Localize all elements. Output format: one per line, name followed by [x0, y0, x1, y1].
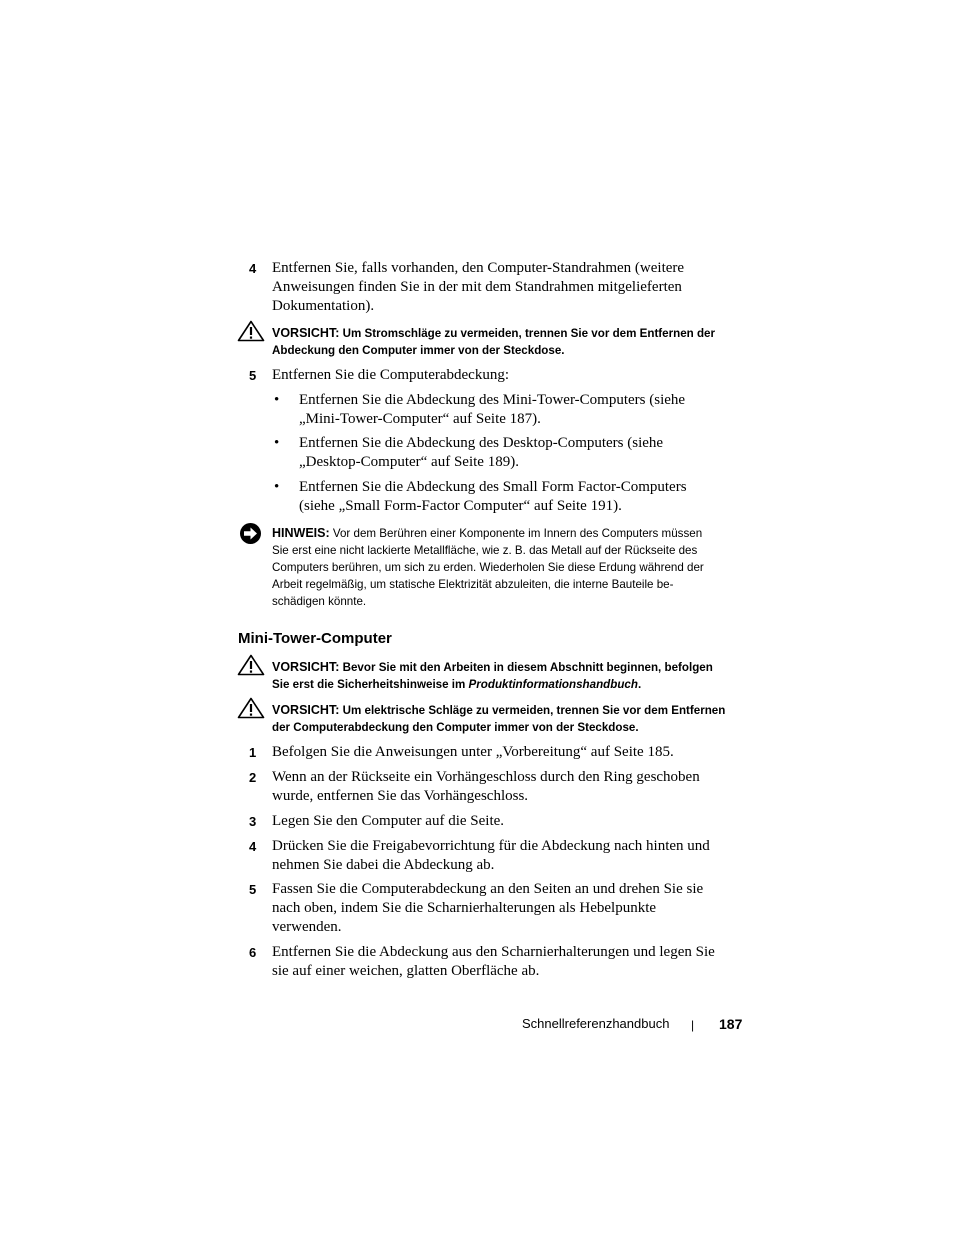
notice-text: Computers berühren, um sich zu erden. Wiederholen Sie diese Erdung während der [272, 561, 704, 574]
caution-text: . [637, 678, 642, 691]
step-number: 4 [249, 261, 257, 276]
caution-text: der Computerabdeckung den Computer immer von der Steckdose. [272, 721, 639, 734]
step-text-line: Wenn an der Rückseite ein Vorhängeschloss durch den Ring geschoben [272, 769, 700, 785]
caution-block [272, 702, 725, 736]
step-text-line: Fassen Sie die Computerabdeckung an den Seiten an und drehen Sie sie [272, 881, 704, 897]
step-text-line: Entfernen Sie, falls vorhanden, den Computer-Standrahmen (weitere [272, 260, 685, 276]
step-text: Entfernen Sie die Computerabdeckung: [272, 367, 510, 383]
notice-arrow-icon [239, 522, 262, 545]
step-text [272, 259, 684, 316]
bullet-icon: • [274, 392, 280, 408]
notice-text: Sie erst eine nicht lackierte Metallfläche, wie z. B. das Metall auf der Rückseite des [272, 544, 698, 557]
caution-text: Um Stromschläge zu vermeiden, trennen Sie vor dem Entfernen der [342, 327, 715, 340]
step-text [272, 812, 504, 831]
step-text-line: Drücken Sie die Freigabevorrichtung für die Abdeckung nach hinten und [272, 838, 710, 854]
caution-text-emphasis: Produktinformationshandbuch [468, 678, 638, 691]
caution-text: Abdeckung den Computer immer von der Steckdose. [272, 344, 565, 357]
footer-title: Schnellreferenzhandbuch [522, 1016, 670, 1031]
caution-label: VORSICHT: [272, 703, 340, 717]
step-text-line: Anweisungen finden Sie in der mit dem Standrahmen mitgelieferten [272, 279, 682, 295]
caution-block [272, 325, 715, 359]
bullet-text [299, 434, 663, 472]
caution-text: Um elektrische Schläge zu vermeiden, trennen Sie vor dem Entfernen [342, 704, 726, 717]
step-number: 5 [249, 368, 257, 383]
notice-text: Vor dem Berühren einer Komponente im Innern des Computers müssen [332, 527, 703, 540]
step-text-line: Dokumentation). [272, 298, 375, 314]
step-text-line: Befolgen Sie die Anweisungen unter „Vorbereitung“ auf Seite 185. [272, 744, 674, 760]
notice-label: HINWEIS: [272, 526, 330, 540]
footer-separator: | [691, 1018, 695, 1032]
step-number: 2 [249, 770, 257, 785]
bullet-line: Entfernen Sie die Abdeckung des Small Form Factor-Computers [299, 479, 687, 495]
step-text [272, 743, 674, 762]
step-text-line: wurde, entfernen Sie das Vorhängeschloss. [272, 788, 529, 804]
bullet-line: „Mini-Tower-Computer“ auf Seite 187). [299, 411, 541, 427]
bullet-line: Entfernen Sie die Abdeckung des Desktop-Computers (siehe [299, 435, 664, 451]
bullet-icon: • [274, 479, 280, 495]
step-text-line: Legen Sie den Computer auf die Seite. [272, 813, 505, 829]
bullet-text [299, 391, 685, 429]
caution-label: VORSICHT: [272, 326, 340, 340]
step-text [272, 880, 703, 937]
notice-text: schädigen könnte. [272, 595, 367, 608]
step-text [272, 943, 715, 981]
step-number: 3 [249, 814, 257, 829]
warning-triangle-icon [237, 654, 265, 676]
caution-label: VORSICHT: [272, 660, 340, 674]
step-text-line: nehmen Sie dabei die Abdeckung ab. [272, 857, 495, 873]
step-number: 1 [249, 745, 257, 760]
bullet-icon: • [274, 435, 280, 451]
section-title: Mini-Tower-Computer [238, 630, 392, 647]
notice-text: Arbeit regelmäßig, um statische Elektrizität abzuleiten, die interne Bauteile be- [272, 578, 674, 591]
step-text [272, 768, 700, 806]
notice-block [272, 525, 704, 610]
page-number: 187 [719, 1016, 743, 1032]
step-text-line: verwenden. [272, 919, 342, 935]
bullet-line: „Desktop-Computer“ auf Seite 189). [299, 454, 519, 470]
caution-text: Sie erst die Sicherheitshinweise im [272, 678, 469, 691]
warning-triangle-icon [237, 697, 265, 719]
step-number: 6 [249, 945, 257, 960]
warning-triangle-icon [237, 320, 265, 342]
step-text [272, 837, 710, 875]
step-number: 4 [249, 839, 257, 854]
step-text-line: sie auf einer weichen, glatten Oberfläche ab. [272, 963, 540, 979]
bullet-line: Entfernen Sie die Abdeckung des Mini-Tower-Computers (siehe [299, 392, 686, 408]
bullet-line: (siehe „Small Form-Factor Computer“ auf Seite 191). [299, 498, 622, 514]
caution-block [272, 659, 713, 693]
caution-text: Bevor Sie mit den Arbeiten in diesem Abschnitt beginnen, befolgen [342, 661, 713, 674]
step-text-line: Entfernen Sie die Abdeckung aus den Scharnierhalterungen und legen Sie [272, 944, 715, 960]
step-text-line: nach oben, indem Sie die Scharnierhalterungen als Hebelpunkte [272, 900, 657, 916]
step-number: 5 [249, 882, 257, 897]
bullet-text [299, 478, 687, 516]
